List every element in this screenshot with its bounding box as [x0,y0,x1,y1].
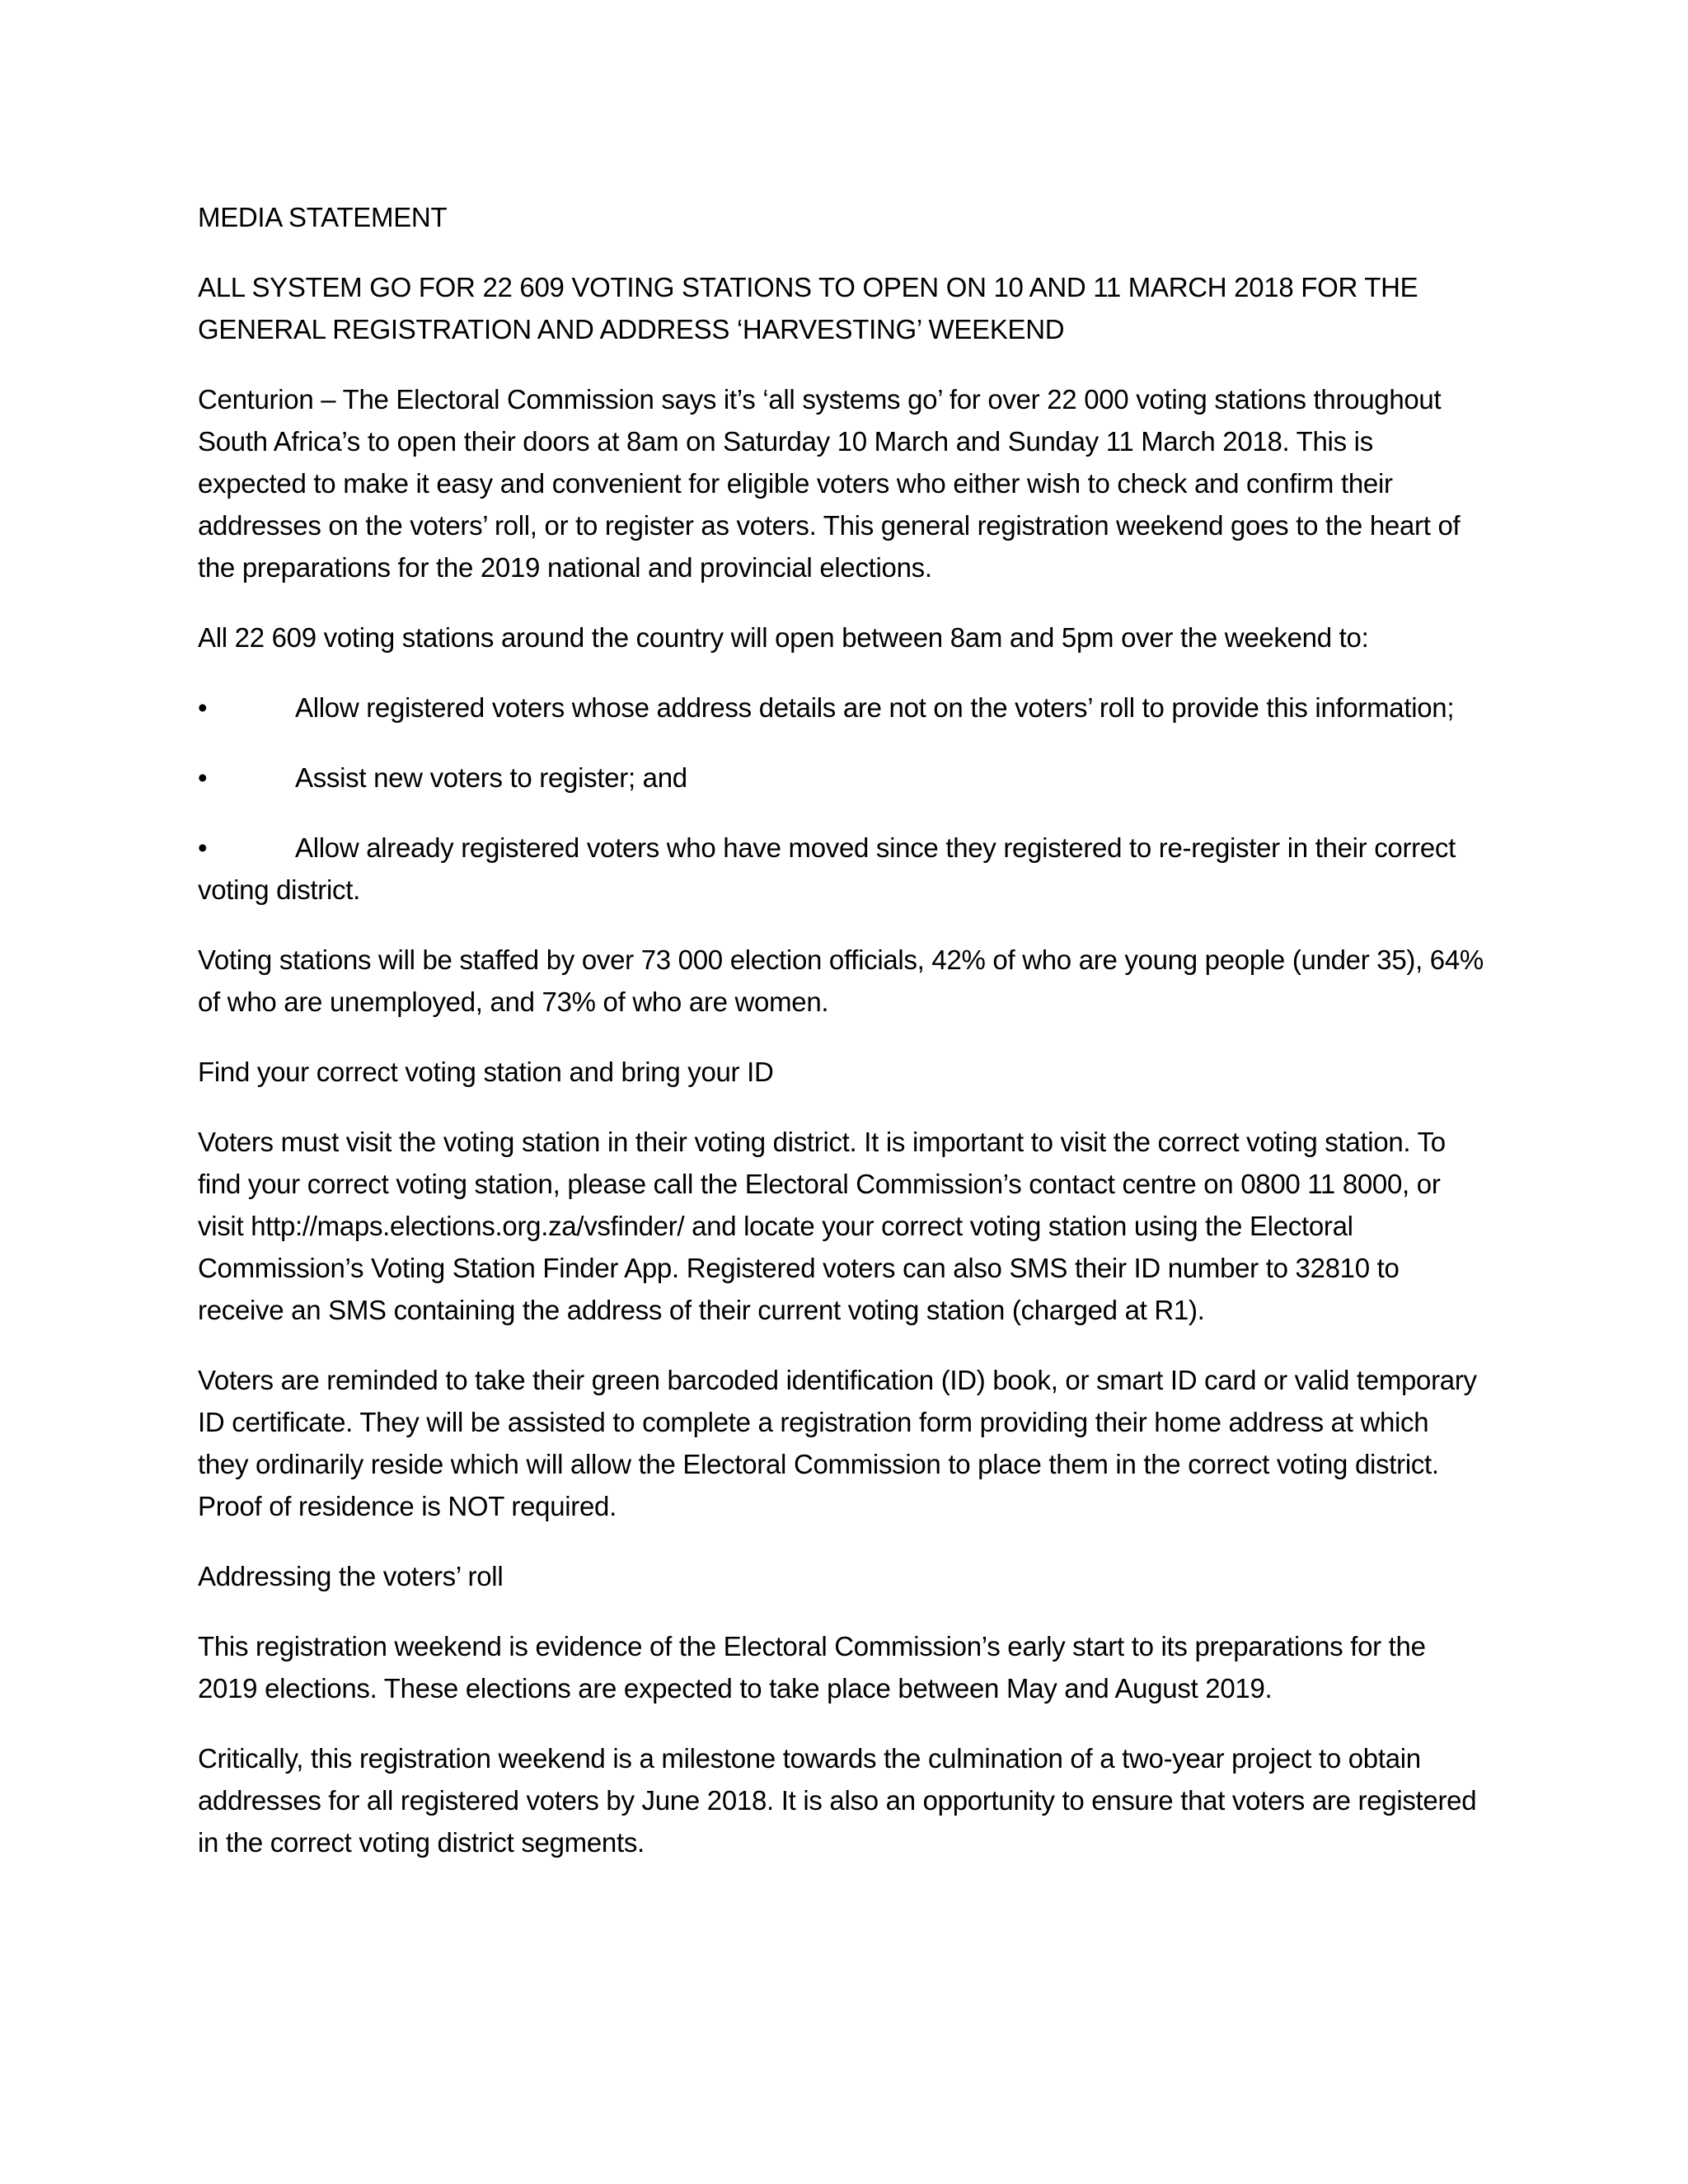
section-heading-voters-roll: Addressing the voters’ roll [198,1561,504,1591]
intro-paragraph: Centurion – The Electoral Commission says it’s ‘all systems go’ for over 22 000 voting stations throughout South Africa’s to open their doors at 8am on Saturday 10 March and Sunday 11 March 2018. This is expected to make it easy and convenient for eligible voters who either wish to check and confirm their addresses on the voters’ roll, or to register as voters. This general registration weekend goes to the heart of the preparations for the 2019 national and provincial elections. [198,384,1461,583]
document-page [198,196,1484,1891]
voting-station-paragraph: Voters must visit the voting station in their voting district. It is important to visit the correct voting station. To find your correct voting station, please call the Electoral Commission’s contact centre on 0800 11 8000, or visit http://maps.elections.org.za/vsfinder/ and locate your correct voting station using the Electoral Commission’s Voting Station Finder App. Registered voters can also SMS their ID number to 32810 to receive an SMS containing the address of their current voting station (charged at R1). [198,1127,1446,1325]
bullet-item [198,687,1484,729]
bullet-text: Assist new voters to register; and [295,762,687,793]
section-heading-voting-station: Find your correct voting station and bring your ID [198,1057,774,1087]
bullet-icon: • [198,832,208,863]
bullet-icon: • [198,762,208,793]
bullet-text: Allow registered voters whose address details are not on the voters’ roll to provide this information; [295,692,1455,723]
lead-in-paragraph: All 22 609 voting stations around the country will open between 8am and 5pm over the weekend to: [198,622,1369,653]
id-paragraph: Voters are reminded to take their green barcoded identification (ID) book, or smart ID card or valid temporary ID certificate. They will be assisted to complete a registration form providing their home address at which they ordinarily reside which will allow the Electoral Commission to place them in the correct voting district. Proof of residence is NOT required. [198,1365,1477,1521]
document-title: ALL SYSTEM GO FOR 22 609 VOTING STATIONS TO OPEN ON 10 AND 11 MARCH 2018 FOR THE GENERAL REGISTRATION AND ADDRESS ‘HARVESTING’ WEEKEND [198,272,1418,344]
staffing-paragraph: Voting stations will be staffed by over 73 000 election officials, 42% of who are young people (under 35), 64% of who are unemployed, and 73% of who are women. [198,944,1484,1017]
bullet-item [198,757,1484,799]
bullet-text: Allow already registered voters who have moved since they registered to re-register in their correct voting district. [198,832,1456,905]
bullet-item [198,827,1484,911]
registration-weekend-paragraph: This registration weekend is evidence of the Electoral Commission’s early start to its preparations for the 2019 elections. These elections are expected to take place between May and August 2019. [198,1631,1426,1704]
document-label: MEDIA STATEMENT [198,202,448,232]
bullet-icon: • [198,692,208,723]
milestone-paragraph: Critically, this registration weekend is a milestone towards the culmination of a two-year project to obtain addresses for all registered voters by June 2018. It is also an opportunity to ensure that voters are registered in the correct voting district segments. [198,1743,1477,1858]
